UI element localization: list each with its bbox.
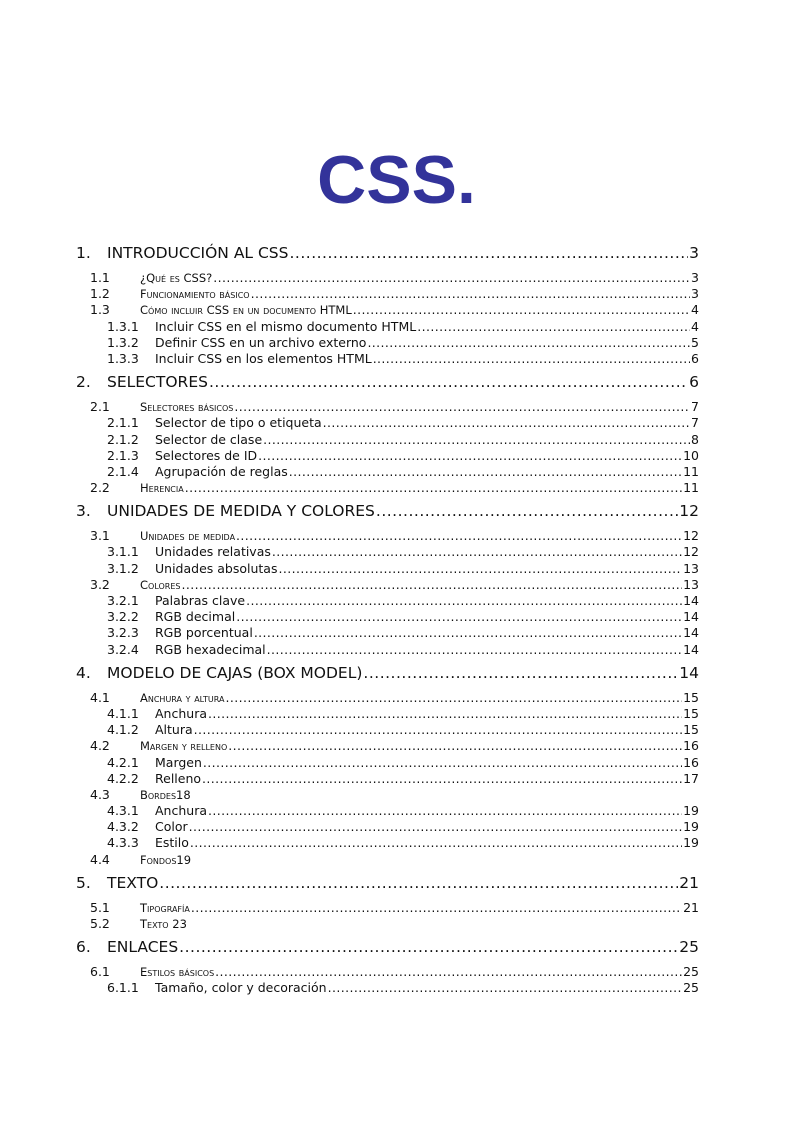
toc-entry-page-number: 8 bbox=[691, 431, 699, 447]
toc-entry-page-number: 3 bbox=[691, 270, 699, 285]
dot-leader bbox=[373, 351, 690, 366]
toc-entry-level-2[interactable] bbox=[76, 399, 699, 415]
toc-entry-number: 4.2 bbox=[90, 738, 110, 754]
toc-entry-level-3[interactable] bbox=[76, 319, 699, 335]
toc-entry-label: Selectores básicos bbox=[140, 400, 234, 415]
document-title: CSS. bbox=[317, 142, 476, 218]
dot-leader bbox=[278, 561, 682, 576]
dot-leader bbox=[215, 964, 682, 979]
toc-entry-number: 2.1.3 bbox=[107, 447, 139, 463]
toc-entry-page-number: 4 bbox=[691, 302, 699, 318]
dot-leader bbox=[228, 738, 682, 753]
toc-entry-label: Incluir CSS en el mismo documento HTML bbox=[155, 318, 417, 334]
toc-entry-number: 4.2.1 bbox=[107, 754, 139, 770]
toc-entry-page-number: 3 bbox=[691, 286, 699, 302]
toc-entry-level-1[interactable] bbox=[76, 373, 699, 395]
toc-entry-number: 1.3 bbox=[90, 302, 110, 318]
toc-entry-label: Estilos básicos bbox=[140, 965, 215, 980]
toc-entry-label: ENLACES bbox=[107, 938, 179, 957]
toc-entry-label: RGB hexadecimal bbox=[155, 641, 266, 657]
toc-entry-number: 4.4 bbox=[90, 851, 110, 867]
toc-entry-number: 3.2.1 bbox=[107, 593, 139, 608]
toc-entry-number: 4.1.2 bbox=[107, 722, 139, 738]
toc-entry-page-number: 11 bbox=[683, 480, 699, 496]
toc-entry-page-number: 6 bbox=[691, 350, 699, 366]
toc-entry-level-3[interactable] bbox=[76, 722, 699, 738]
dot-leader bbox=[236, 609, 682, 624]
dot-leader bbox=[263, 432, 690, 447]
dot-leader bbox=[367, 335, 690, 350]
toc-entry-label: MODELO DE CAJAS (BOX MODEL) bbox=[107, 663, 363, 682]
toc-entry-level-3[interactable] bbox=[76, 835, 699, 851]
toc-entry-level-2[interactable] bbox=[76, 480, 699, 496]
dot-leader bbox=[208, 706, 682, 721]
toc-entry-level-1[interactable] bbox=[76, 502, 699, 524]
toc-entry-number: 2.2 bbox=[90, 480, 110, 496]
toc-entry-level-3[interactable] bbox=[76, 415, 699, 431]
toc-entry-page-number: 25 bbox=[679, 938, 699, 957]
toc-entry-page-number: 13 bbox=[683, 576, 699, 592]
dot-leader bbox=[213, 270, 690, 285]
toc-entry-number: 4.3.3 bbox=[107, 835, 139, 851]
dot-leader bbox=[159, 874, 678, 892]
dot-leader bbox=[202, 771, 682, 786]
toc-entry-label: Color bbox=[155, 819, 188, 835]
toc-entry-number: 1.2 bbox=[90, 286, 110, 302]
toc-entry-number: 3.2 bbox=[90, 576, 110, 592]
toc-entry-label: Unidades relativas bbox=[155, 544, 271, 560]
dot-leader bbox=[194, 722, 682, 737]
toc-entry-page-number: 13 bbox=[683, 560, 699, 576]
toc-entry-number: 4.2.2 bbox=[107, 770, 139, 786]
toc-entry-page-number: 19 bbox=[683, 803, 699, 819]
toc-entry-level-3[interactable] bbox=[76, 755, 699, 771]
dot-leader bbox=[191, 900, 682, 915]
toc-entry-number: 3.2.3 bbox=[107, 625, 139, 641]
toc-entry-page-number: 10 bbox=[683, 447, 699, 463]
toc-entry-label: Margen y relleno bbox=[140, 739, 228, 754]
toc-entry-label: UNIDADES DE MEDIDA Y COLORES bbox=[107, 502, 375, 521]
toc-entry-page-number: 25 bbox=[683, 964, 699, 980]
toc-entry-number: 3.2.4 bbox=[107, 641, 139, 657]
toc-entry-page-number: 14 bbox=[683, 593, 699, 608]
toc-entry-label: Unidades de medida bbox=[140, 529, 236, 544]
toc-entry-page-number: 14 bbox=[683, 609, 699, 625]
dot-leader bbox=[179, 938, 678, 956]
dot-leader bbox=[203, 755, 682, 770]
toc-entry-number: 3.1.2 bbox=[107, 560, 139, 576]
toc-entry-number: 2. bbox=[76, 373, 91, 392]
toc-entry-level-3[interactable] bbox=[76, 609, 699, 625]
toc-entry-level-3[interactable] bbox=[76, 771, 699, 787]
toc-entry-page-number: 7 bbox=[691, 399, 699, 415]
toc-entry-level-3[interactable] bbox=[76, 351, 699, 367]
toc-entry-label: TEXTO bbox=[107, 873, 159, 892]
toc-entry-label: Funcionamiento básico bbox=[140, 287, 250, 302]
toc-entry-page-number: 15 bbox=[683, 705, 699, 721]
table-of-contents bbox=[76, 244, 699, 997]
toc-entry-label: Agrupación de reglas bbox=[155, 463, 288, 479]
toc-entry-number: 1.3.1 bbox=[107, 318, 139, 334]
toc-entry-level-3[interactable] bbox=[76, 706, 699, 722]
toc-entry-level-3[interactable] bbox=[76, 625, 699, 641]
dot-leader bbox=[190, 835, 682, 850]
toc-entry-page-number: 16 bbox=[683, 754, 699, 770]
toc-entry-number: 4.3.1 bbox=[107, 803, 139, 819]
toc-entry-number: 6.1 bbox=[90, 964, 110, 980]
toc-entry-label: Tamaño, color y decoración bbox=[155, 980, 327, 996]
toc-entry-label: Selector de clase bbox=[155, 431, 263, 447]
toc-entry-level-3[interactable] bbox=[76, 642, 699, 658]
toc-entry-level-1[interactable] bbox=[76, 664, 699, 686]
toc-entry-label: Colores bbox=[140, 577, 181, 592]
toc-entry-page-number: 7 bbox=[691, 415, 699, 431]
dot-leader bbox=[189, 819, 682, 834]
toc-entry-page-number: 12 bbox=[679, 502, 699, 521]
toc-entry-page-number: 14 bbox=[683, 641, 699, 657]
toc-entry-level-2[interactable] bbox=[76, 738, 699, 754]
dot-leader bbox=[290, 244, 689, 262]
dot-leader bbox=[353, 302, 690, 317]
toc-entry-number: 2.1.2 bbox=[107, 431, 139, 447]
toc-entry-number: 5.2 bbox=[90, 916, 110, 931]
toc-entry-label: Anchura bbox=[155, 705, 207, 721]
toc-entry-label: Altura bbox=[155, 722, 193, 738]
dot-leader bbox=[209, 373, 688, 391]
dot-leader bbox=[185, 480, 682, 495]
toc-entry-number: 5. bbox=[76, 873, 91, 892]
toc-entry-number: 2.1.4 bbox=[107, 463, 139, 479]
toc-entry-number: 1.1 bbox=[90, 270, 110, 285]
toc-entry-level-3[interactable] bbox=[76, 464, 699, 480]
toc-entry-label: Texto 23 bbox=[140, 917, 187, 931]
dot-leader bbox=[258, 448, 682, 463]
toc-entry-level-2[interactable] bbox=[76, 916, 699, 932]
dot-leader bbox=[226, 690, 683, 705]
toc-entry-page-number: 19 bbox=[683, 819, 699, 835]
toc-entry-page-number: 11 bbox=[683, 463, 699, 479]
toc-entry-page-number: 21 bbox=[683, 899, 699, 915]
toc-entry-level-2[interactable] bbox=[76, 964, 699, 980]
dot-leader bbox=[254, 625, 682, 640]
toc-entry-number: 1.3.3 bbox=[107, 350, 139, 366]
toc-entry-number: 4.1.1 bbox=[107, 705, 139, 721]
toc-entry-page-number: 6 bbox=[689, 373, 699, 392]
toc-entry-label: Margen bbox=[155, 754, 202, 770]
toc-entry-number: 6.1.1 bbox=[107, 980, 139, 996]
toc-entry-level-2[interactable] bbox=[76, 286, 699, 302]
toc-entry-label: Palabras clave bbox=[155, 593, 246, 608]
toc-entry-page-number: 12 bbox=[683, 528, 699, 544]
toc-entry-level-3[interactable] bbox=[76, 335, 699, 351]
toc-entry-level-1[interactable] bbox=[76, 244, 699, 266]
toc-entry-page-number: 19 bbox=[683, 835, 699, 851]
toc-entry-label: RGB porcentual bbox=[155, 625, 253, 641]
toc-entry-page-number: 5 bbox=[691, 334, 699, 350]
dot-leader bbox=[267, 642, 682, 657]
dot-leader bbox=[236, 528, 682, 543]
dot-leader bbox=[272, 544, 682, 559]
toc-entry-page-number: 14 bbox=[679, 663, 699, 682]
toc-entry-number: 3.1.1 bbox=[107, 544, 139, 560]
toc-entry-level-1[interactable] bbox=[76, 938, 699, 960]
toc-entry-level-1[interactable] bbox=[76, 874, 699, 896]
toc-entry-number: 2.1.1 bbox=[107, 415, 139, 431]
dot-leader bbox=[234, 399, 690, 414]
toc-entry-level-3[interactable] bbox=[76, 980, 699, 996]
toc-entry-page-number: 14 bbox=[683, 625, 699, 641]
toc-entry-page-number: 3 bbox=[689, 244, 699, 262]
toc-entry-level-3[interactable] bbox=[76, 544, 699, 560]
toc-entry-page-number: 12 bbox=[683, 544, 699, 560]
toc-entry-label: SELECTORES bbox=[107, 373, 208, 392]
toc-entry-label: Bordes18 bbox=[140, 787, 191, 802]
toc-entry-page-number: 25 bbox=[683, 980, 699, 996]
dot-leader bbox=[363, 664, 678, 682]
toc-entry-label: Herencia bbox=[140, 481, 184, 496]
toc-entry-label: Relleno bbox=[155, 770, 202, 786]
toc-entry-level-2[interactable] bbox=[76, 900, 699, 916]
toc-entry-number: 1. bbox=[76, 244, 91, 262]
toc-entry-level-3[interactable] bbox=[76, 561, 699, 577]
toc-entry-label: RGB decimal bbox=[155, 609, 236, 625]
toc-entry-label: Anchura y altura bbox=[140, 690, 225, 705]
toc-entry-number: 3.2.2 bbox=[107, 609, 139, 625]
toc-entry-label: ¿Qué es CSS? bbox=[140, 271, 213, 285]
toc-entry-number: 4.3 bbox=[90, 786, 110, 802]
dot-leader bbox=[289, 464, 682, 479]
toc-entry-level-2[interactable] bbox=[76, 528, 699, 544]
dot-leader bbox=[182, 577, 683, 592]
toc-entry-level-2[interactable] bbox=[76, 302, 699, 318]
dot-leader bbox=[417, 319, 690, 334]
toc-entry-label: Tipografía bbox=[140, 900, 190, 915]
toc-entry-label: Definir CSS en un archivo externo bbox=[155, 334, 367, 350]
toc-entry-page-number: 15 bbox=[683, 722, 699, 738]
dot-leader bbox=[246, 593, 682, 608]
toc-entry-page-number: 16 bbox=[683, 738, 699, 754]
toc-entry-label: INTRODUCCIÓN AL CSS bbox=[107, 244, 289, 262]
toc-entry-number: 4.1 bbox=[90, 689, 110, 705]
toc-entry-number: 2.1 bbox=[90, 399, 110, 415]
toc-entry-label: Selectores de ID bbox=[155, 447, 258, 463]
toc-entry-level-3[interactable] bbox=[76, 819, 699, 835]
dot-leader bbox=[323, 415, 690, 430]
toc-entry-level-3[interactable] bbox=[76, 432, 699, 448]
dot-leader bbox=[328, 980, 683, 995]
toc-entry-level-2[interactable] bbox=[76, 852, 699, 868]
toc-entry-label: Cómo incluir CSS en un documento HTML bbox=[140, 303, 352, 318]
toc-entry-number: 3.1 bbox=[90, 528, 110, 544]
toc-entry-number: 4.3.2 bbox=[107, 819, 139, 835]
toc-entry-label: Incluir CSS en los elementos HTML bbox=[155, 350, 372, 366]
dot-leader bbox=[251, 286, 690, 301]
toc-entry-page-number: 17 bbox=[683, 770, 699, 786]
toc-entry-level-2[interactable] bbox=[76, 577, 699, 593]
toc-entry-level-2[interactable] bbox=[76, 270, 699, 286]
toc-entry-number: 3. bbox=[76, 502, 91, 521]
toc-entry-level-2[interactable] bbox=[76, 690, 699, 706]
toc-entry-level-3[interactable] bbox=[76, 593, 699, 609]
dot-leader bbox=[208, 803, 682, 818]
toc-entry-label: Fondos19 bbox=[140, 852, 192, 867]
dot-leader bbox=[376, 502, 678, 520]
toc-entry-label: Selector de tipo o etiqueta bbox=[155, 415, 322, 431]
toc-entry-number: 1.3.2 bbox=[107, 334, 139, 350]
toc-entry-page-number: 15 bbox=[683, 689, 699, 705]
toc-entry-number: 6. bbox=[76, 938, 91, 957]
toc-entry-level-3[interactable] bbox=[76, 803, 699, 819]
toc-entry-level-3[interactable] bbox=[76, 448, 699, 464]
toc-entry-level-2[interactable] bbox=[76, 787, 699, 803]
toc-entry-number: 4. bbox=[76, 663, 91, 682]
toc-entry-label: Unidades absolutas bbox=[155, 560, 278, 576]
toc-entry-number: 5.1 bbox=[90, 899, 110, 915]
toc-entry-label: Anchura bbox=[155, 803, 207, 819]
toc-entry-label: Estilo bbox=[155, 835, 189, 851]
toc-entry-page-number: 21 bbox=[679, 873, 699, 892]
toc-entry-page-number: 4 bbox=[691, 318, 699, 334]
